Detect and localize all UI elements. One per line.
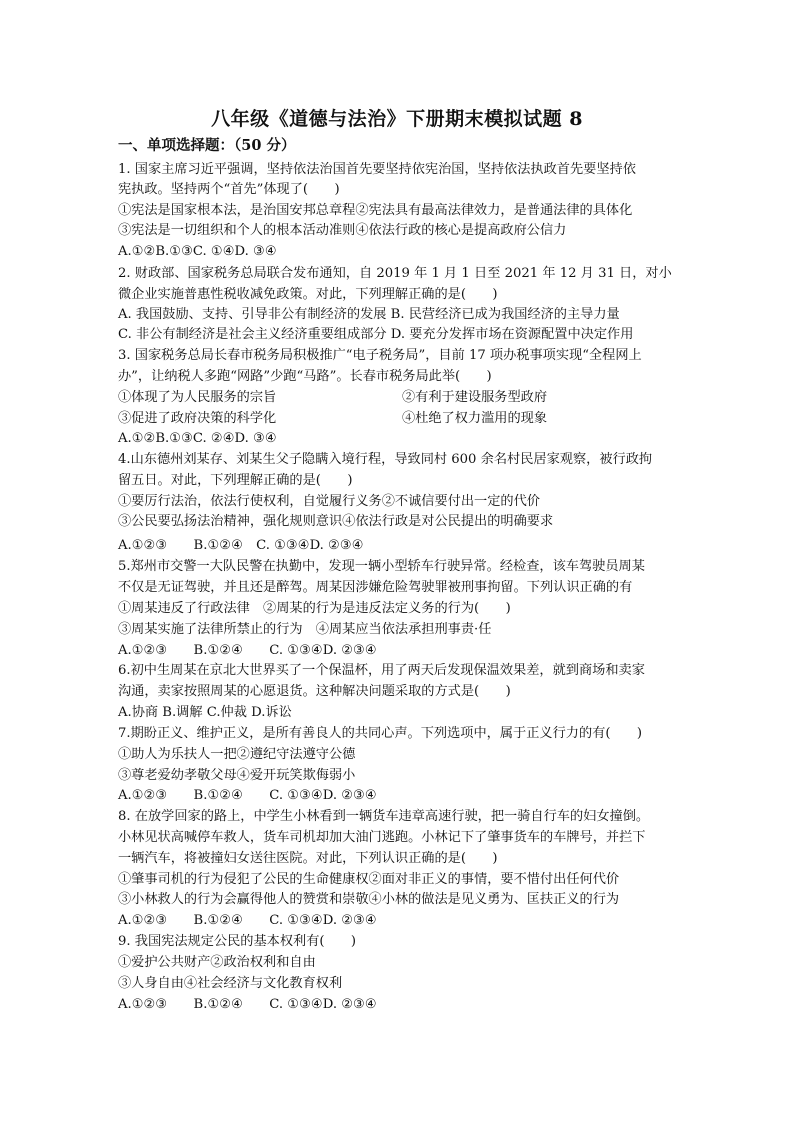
question-4-line-1: 4.山东德州刘某存、刘某生父子隐瞒入境行程，导致同村 600 余名村民居家观察，被行政拘 — [118, 452, 653, 467]
question-3-option-3: ③促进了政府决策的科学化 — [118, 411, 277, 426]
question-8-line-3: 一辆汽车，将被撞妇女送往医院。对此，下列认识正确的是( ) — [118, 851, 498, 866]
question-6-answer-choices: A.协商 B.调解 C.仲裁 D.诉讼 — [118, 705, 292, 720]
question-6-line-1: 6.初中生周某在京北大世界买了一个保温杯，用了两天后发现保温效果差，就到商场和卖家 — [118, 663, 645, 678]
question-1-answer-choices: A.①②B.①③C. ①④D. ③④ — [118, 244, 277, 259]
question-3-option-4: ④杜绝了权力滥用的现象 — [402, 411, 548, 426]
question-5-line-1: 5.郑州市交警一大队民警在执勤中，发现一辆小型轿车行驶异常。经检查，该车驾驶员周某 — [118, 559, 645, 574]
page-title: 八年级《道德与法治》下册期末模拟试题 8 — [211, 108, 583, 130]
question-8-line-2: 小林见状高喊停车救人，货车司机却加大油门逃跑。小林记下了肇事货车的车牌号，并拦下 — [118, 830, 646, 845]
question-2-option-line-2: C. 非公有制经济是社会主义经济重要组成部分 D. 要充分发挥市场在资源配置中决定作用 — [118, 327, 634, 342]
question-7-answer-choices: A.①②③ B.①②④ C. ①③④D. ②③④ — [118, 788, 377, 803]
question-5-option-line-2: ③周某实施了法律所禁止的行为 ④周某应当依法承担刑事责·任 — [118, 622, 492, 637]
question-7-option-line-2: ③尊老爱幼孝敬父母④爱开玩笑欺侮弱小 — [118, 768, 356, 783]
question-4-answer-choices: A.①②③ B.①②④ C. ①③④D. ②③④ — [118, 538, 364, 553]
question-3-line-1: 3. 国家税务总局长春市税务局积极推广“电子税务局”，目前 17 项办税事项实现“全程网上 — [118, 348, 642, 363]
question-3-answer-choices: A.①②B.①③C. ②④D. ③④ — [118, 431, 277, 446]
question-1-option-line-1: ①宪法是国家根本法，是治国安邦总章程②宪法具有最高法律效力，是普通法律的具体化 — [118, 203, 633, 218]
question-5-answer-choices: A.①②③ B.①②④ C. ①③④D. ②③④ — [118, 643, 377, 658]
question-5-option-line-1: ①周某违反了行政法律 ②周某的行为是违反法定义务的行为( ) — [118, 601, 511, 616]
question-8-option-line-2: ③小林救人的行为会赢得他人的赞赏和崇敬④小林的做法是见义勇为、匡扶正义的行为 — [118, 892, 620, 907]
question-9-option-line-2: ③人身自由④社会经济与文化教育权利 — [118, 976, 343, 991]
question-9-answer-choices: A.①②③ B.①②④ C. ①③④D. ②③④ — [118, 997, 377, 1012]
question-3-line-2: 办”，让纳税人多跑“网路”少跑“马路”。长春市税务局此举( ) — [118, 369, 492, 384]
question-2-option-line-1: A. 我国鼓励、支持、引导非公有制经济的发展 B. 民营经济已成为我国经济的主导力量 — [118, 307, 620, 322]
question-1-option-line-2: ③宪法是一切组织和个人的根本活动准则④依法行政的核心是提高政府公信力 — [118, 223, 567, 238]
question-2-line-1: 2. 财政部、国家税务总局联合发布通知，自 2019 年 1 月 1 日至 2021 年 12 月 31 日，对小 — [118, 266, 672, 281]
question-1-line-2: 宪执政。坚持两个“首先”体现了( ) — [118, 182, 340, 197]
question-2-line-2: 微企业实施普惠性税收减免政策。对此，下列理解正确的是( ) — [118, 287, 498, 302]
question-1-line-1: 1. 国家主席习近平强调，坚持依法治国首先要坚持依宪治国，坚持依法执政首先要坚持依 — [118, 162, 636, 177]
question-7-line-1: 7.期盼正义、维护正义，是所有善良人的共同心声。下列选项中，属于正义行力的有( ) — [118, 726, 642, 741]
question-4-option-line-1: ①要厉行法治，依法行使权利，自觉履行义务②不诚信要付出一定的代价 — [118, 494, 540, 509]
question-9-line-1: 9. 我国宪法规定公民的基本权利有( ) — [118, 934, 357, 949]
question-8-answer-choices: A.①②③ B.①②④ C. ①③④D. ②③④ — [118, 913, 377, 928]
section-heading: 一、单项选择题：（50 分） — [118, 137, 296, 154]
question-3-option-1: ①体现了为人民服务的宗旨 — [118, 390, 277, 405]
question-4-line-2: 留五日。对此，下列理解正确的是( ) — [118, 473, 353, 488]
question-4-option-line-2: ③公民要弘扬法治精神，强化规则意识④依法行政是对公民提出的明确要求 — [118, 514, 554, 529]
question-8-option-line-1: ①肇事司机的行为侵犯了公民的生命健康权②面对非正义的事情，要不惜付出任何代价 — [118, 872, 620, 887]
question-6-line-2: 沟通，卖家按照周某的心愿退货。这种解决问题采取的方式是( ) — [118, 684, 511, 699]
question-3-option-2: ②有利于建设服务型政府 — [402, 390, 548, 405]
question-8-line-1: 8. 在放学回家的路上，中学生小林看到一辆货车违章高速行驶，把一骑自行车的妇女撞倒。 — [118, 809, 650, 824]
question-7-option-line-1: ①助人为乐扶人一把②遵纪守法遵守公德 — [118, 747, 356, 762]
question-9-option-line-1: ①爱护公共财产②政治权利和自由 — [118, 955, 316, 970]
question-5-line-2: 不仅是无证驾驶，并且还是醉驾。周某因涉嫌危险驾驶罪被刑事拘留。下列认识正确的有 — [118, 580, 633, 595]
